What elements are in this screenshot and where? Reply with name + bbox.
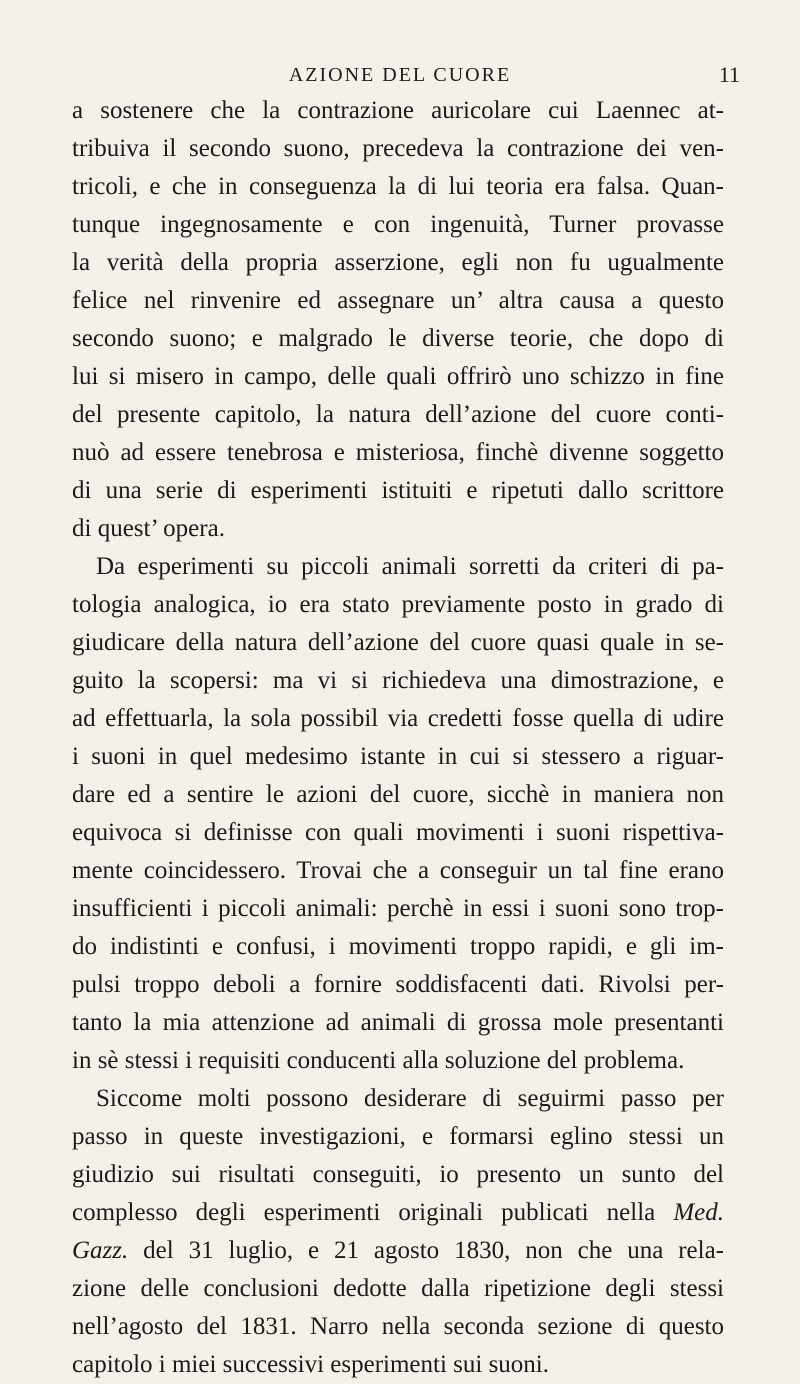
text-line: giudizio sui risultati conseguiti, io presento un sunto del [72,1161,724,1188]
text-line: di una serie di esperimenti istituiti e ripetuti dallo scrittore [72,477,724,504]
text-line [72,1194,724,1232]
journal-title: Med. [673,1199,725,1226]
text-line: tricoli, e che in conseguenza la di lui teoria era falsa. Quan- [72,173,724,200]
text-line: dare ed a sentire le azioni del cuore, sicchè in maniera non [72,781,724,808]
text-segment: complesso degli esperimenti originali publicati nella [72,1199,656,1226]
text-line: tologia analogica, io era stato previamente posto in grado di [72,591,724,618]
running-title: AZIONE DEL CUORE [288,64,512,86]
body-text [72,92,724,1384]
text-line: Siccome molti possono desiderare di seguirmi passo per [96,1085,724,1112]
page-number: 11 [718,62,740,87]
text-line: i suoni in quel medesimo istante in cui si stessero a riguar- [72,743,724,770]
page-header [60,60,740,90]
text-line: nuò ad essere tenebrosa e misteriosa, finchè divenne soggetto [72,439,724,466]
text-line: insufficienti i piccoli animali: perchè in essi i suoni sono trop- [72,895,724,922]
text-line: zione delle conclusioni dedotte dalla ripetizione degli stessi [72,1275,724,1302]
text-line: equivoca si definisse con quali movimenti i suoni rispettiva- [72,819,724,846]
text-line [72,1232,724,1270]
text-line: Da esperimenti su piccoli animali sorretti da criteri di pa- [96,553,724,580]
text-line: capitolo i miei successivi esperimenti sui suoni. [72,1351,550,1378]
text-line: tunque ingegnosamente e con ingenuità, Turner provasse [72,211,724,238]
text-line: secondo suono; e malgrado le diverse teorie, che dopo di [72,325,724,352]
text-line: a sostenere che la contrazione auricolare cui Laennec at- [72,97,724,124]
text-line: in sè stessi i requisiti conducenti alla soluzione del problema. [72,1047,685,1074]
text-line: tribuiva il secondo suono, precedeva la contrazione dei ven- [72,135,724,162]
text-line: nell’agosto del 1831. Narro nella seconda sezione di questo [72,1313,724,1340]
journal-title: Gazz. [72,1237,129,1264]
text-line: lui si misero in campo, delle quali offrirò uno schizzo in fine [72,363,724,390]
text-line: tanto la mia attenzione ad animali di grossa mole presentanti [72,1009,724,1036]
text-line: la verità della propria asserzione, egli non fu ugualmente [72,249,724,276]
text-segment: del 31 luglio, e 21 agosto 1830, non che una rela- [143,1237,725,1264]
text-line: felice nel rinvenire ed assegnare un’ altra causa a questo [72,287,724,314]
text-line: ad effettuarla, la sola possibil via credetti fosse quella di udire [72,705,724,732]
text-line: mente coincidessero. Trovai che a conseguir un tal fine erano [72,857,724,884]
text-line: del presente capitolo, la natura dell’azione del cuore conti- [72,401,724,428]
text-line: di quest’ opera. [72,515,225,542]
text-line: passo in queste investigazioni, e formarsi eglino stessi un [72,1123,724,1150]
text-line: guito la scopersi: ma vi si richiedeva una dimostrazione, e [72,667,724,694]
text-line: do indistinti e confusi, i movimenti troppo rapidi, e gli im- [72,933,724,960]
text-line: giudicare della natura dell’azione del cuore quasi quale in se- [72,629,724,656]
text-line: pulsi troppo deboli a fornire soddisfacenti dati. Rivolsi per- [72,971,724,998]
